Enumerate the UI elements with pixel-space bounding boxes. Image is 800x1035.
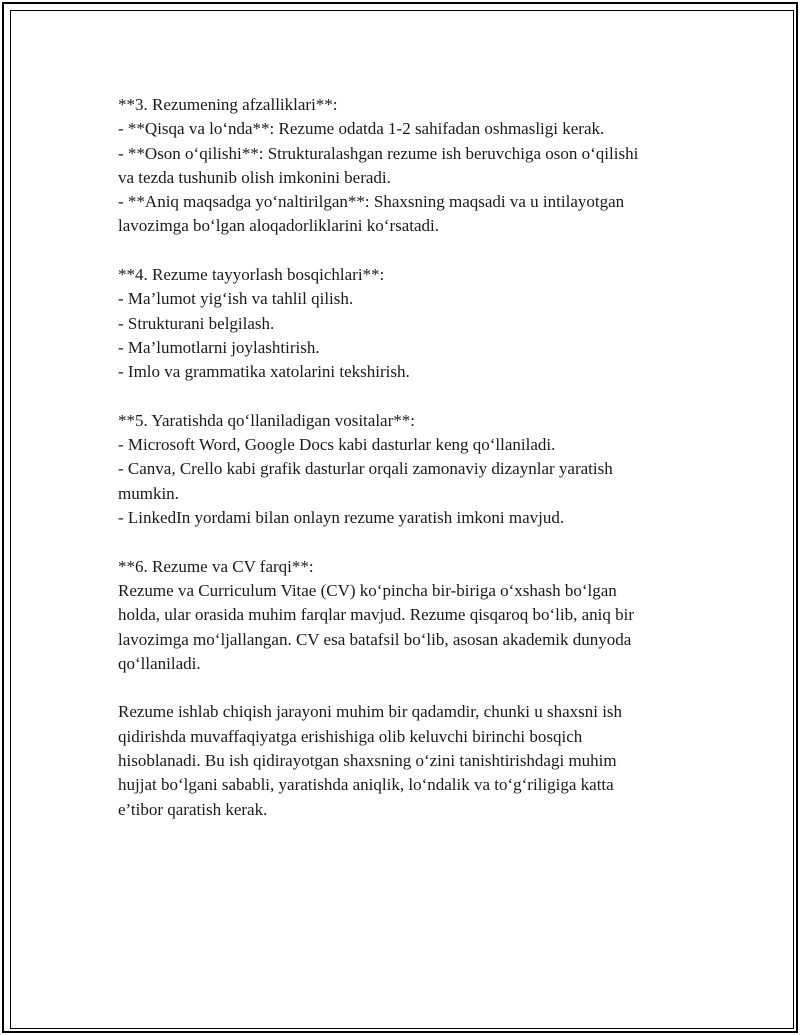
paragraph-spacer	[118, 239, 718, 263]
section-3-heading: **3. Rezumening afzalliklari**:	[118, 95, 338, 114]
conclusion-text: hujjat bo‘lgani sababli, yaratishda aniqlik, lo‘ndalik va to‘g‘riligiga katta	[118, 775, 614, 795]
section-6-text: Rezume va Curriculum Vitae (CV) ko‘pincha bir-biriga o‘xshash bo‘lgan	[118, 580, 617, 600]
conclusion-text: qidirishda muvaffaqiyatga erishishiga olib keluvchi birinchi bosqich	[118, 726, 583, 746]
section-3-item: va tezda tushunib olish imkonini beradi.	[118, 167, 391, 187]
section-5-heading: **5. Yaratishda qo‘llaniladigan vositalar**:	[118, 410, 415, 430]
conclusion-text: Rezume ishlab chiqish jarayoni muhim bir qadamdir, chunki u shaxsni ish	[118, 702, 623, 722]
section-4-item: - Imlo va grammatika xatolarini tekshirish.	[118, 362, 410, 382]
section-3-item: lavozimga bo‘lgan aloqadorliklarini ko‘rsatadi.	[118, 216, 440, 236]
section-5-item: - LinkedIn yordami bilan onlayn rezume yaratish imkoni mavjud.	[118, 508, 565, 528]
section-3-item: - **Aniq maqsadga yo‘naltirilgan**: Shaxsning maqsadi va u intilayotgan	[118, 192, 625, 212]
section-5-item: - Canva, Crello kabi grafik dasturlar orqali zamonaviy dizaynlar yaratish	[118, 459, 613, 479]
paragraph-spacer	[118, 530, 718, 554]
document-body	[118, 93, 718, 822]
section-4-item: - Strukturani belgilash.	[118, 313, 275, 333]
section-6-text: holda, ular orasida muhim farqlar mavjud. Rezume qisqaroq bo‘lib, aniq bir	[118, 605, 635, 625]
paragraph-spacer	[118, 676, 718, 700]
section-3-item: - **Oson o‘qilishi**: Strukturalashgan rezume ish beruvchiga oson o‘qilishi	[118, 143, 639, 163]
section-4-item: - Ma’lumot yig‘ish va tahlil qilish.	[118, 289, 354, 309]
section-5-item: - Microsoft Word, Google Docs kabi dasturlar keng qo‘llaniladi.	[118, 435, 556, 455]
conclusion-text: hisoblanadi. Bu ish qidirayotgan shaxsning o‘zini tanishtirishdagi muhim	[118, 751, 617, 771]
section-5-item: mumkin.	[118, 483, 179, 503]
conclusion-text: e’tibor qaratish kerak.	[118, 799, 268, 819]
section-6-text: lavozimga mo‘ljallangan. CV esa batafsil bo‘lib, asosan akademik dunyoda	[118, 629, 632, 649]
section-4-heading: **4. Rezume tayyorlash bosqichlari**:	[118, 265, 385, 285]
section-6-text: qo‘llaniladi.	[118, 653, 201, 673]
section-3-item: - **Qisqa va lo‘nda**: Rezume odatda 1-2 sahifadan oshmasligi kerak.	[118, 119, 605, 139]
section-4-item: - Ma’lumotlarni joylashtirish.	[118, 337, 320, 357]
section-6-heading: **6. Rezume va CV farqi**:	[118, 556, 314, 576]
paragraph-spacer	[118, 385, 718, 409]
